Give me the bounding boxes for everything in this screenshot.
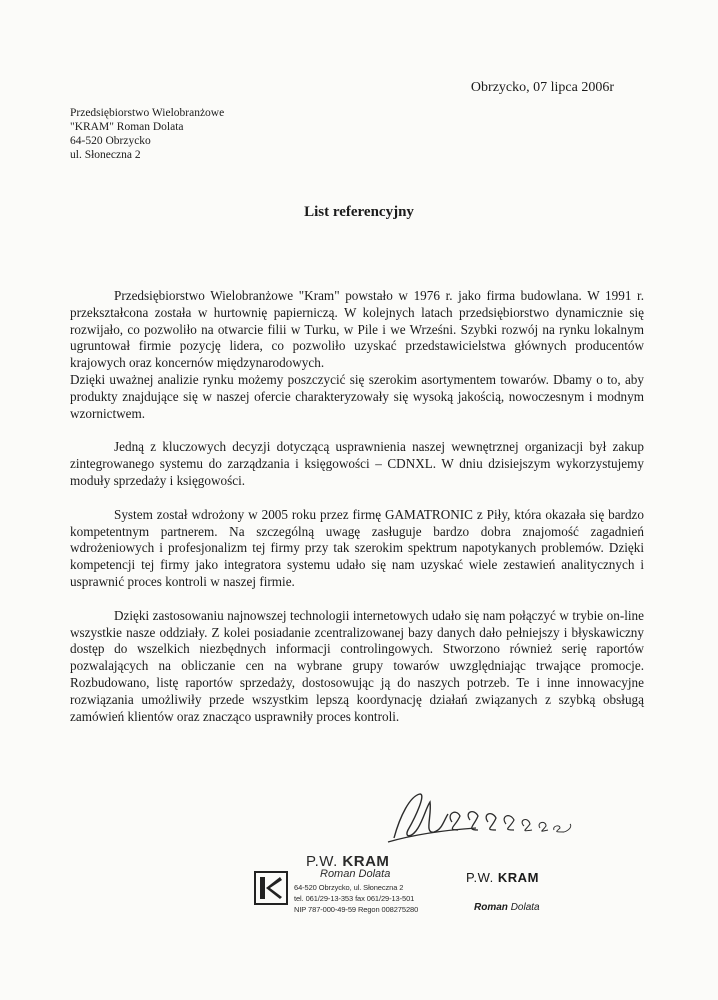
stamp-name: KRAM [342, 853, 390, 870]
company-stamp [254, 853, 424, 923]
sender-address [70, 106, 224, 162]
signature-name: KRAM [497, 870, 539, 885]
stamp-ids: NIP 787-000-49-59 Regon 008275280 [294, 905, 419, 914]
date-place: Obrzycko, 07 lipca 2006r [470, 80, 614, 95]
signature-stamp [466, 870, 540, 913]
company-logo-icon [254, 871, 288, 905]
paragraph: Przedsiębiorstwo Wielobranżowe "Kram" powstało w 1976 r. jako firma budowlana. W 1991 r. przekształcona została w hurtownię papierniczą. W kolejnych latach przedsiębiorstwo dynamicznie się rozwijało, co pozwoliło na otwarcie filii w Turku, w Pile i we Wrześni. Szybki rozwój na rynku lokalnym ugruntował firmie pozycję lidera, co pozwoliło uzyskać przedstawicielstwa głównych producentów krajowych oraz koncernów międzynarodowych. [70, 288, 644, 371]
sender-line: 64-520 Obrzycko [70, 135, 151, 147]
stamp-phone: tel. 061/29-13-353 fax 061/29-13-501 [294, 894, 415, 903]
paragraph: Jedną z kluczowych decyzji dotyczącą usprawnienia naszej wewnętrznej organizacji był zakup zintegrowanego systemu do zarządzania i księgowości – CDNXL. W dniu dzisiejszym wykorzystujemy moduły sprzedaży i księgowości. [70, 439, 644, 488]
sender-line: ul. Słoneczna 2 [70, 149, 141, 161]
stamp-prefix: P.W. [306, 853, 338, 870]
signature-prefix: P.W. [466, 870, 494, 885]
signature-owner-last: Dolata [510, 902, 540, 913]
stamp-owner: Roman Dolata [320, 868, 391, 880]
stamp-address: 64-520 Obrzycko, ul. Słoneczna 2 [294, 883, 404, 892]
sender-line: "KRAM" Roman Dolata [70, 121, 184, 133]
letter-title: List referencyjny [304, 204, 414, 220]
paragraph: System został wdrożony w 2005 roku przez firmę GAMATRONIC z Piły, która okazała się bardzo kompetentnym partnerem. Na szczególną uwagę zasługuje bardzo dobra znajomość zagadnień wdrożeniowych i profesjonalizm tej firmy przy tak szerokim spektrum napotykanych problemów. Dzięki kompetencji tej firmy jako integratora systemu udało się nam uzyskać wiele zestawień analitycznych i usprawnić proces kontroli w naszej firmie. [70, 506, 644, 589]
sender-line: Przedsiębiorstwo Wielobranżowe [70, 107, 225, 119]
signature-owner [474, 902, 540, 913]
signature-company-name [466, 870, 539, 885]
handwritten-signature [386, 786, 586, 852]
paragraph: Dzięki zastosowaniu najnowszej technologii internetowych udało się nam połączyć w trybie on-line wszystkie nasze oddziały. Z kolei posiadanie zcentralizowanej bazy danych dało pełniejszy i błyskawiczny dostęp do wszelkich niezbędnych informacji controlingowych. Stworzono również serię raportów pozwalających na obliczanie cen na wybrane grupy towarów uwzględniając trwające promocje. Rozbudowano, listę raportów sprzedaży, dostosowując ją do naszych potrzeb. Te i inne innowacyjne rozwiązania umożliwiły przede wszystkim lepszą koordynację działań związanych z szybką obsługą zamówień klientów oraz znacząco usprawniły proces kontroli. [70, 607, 644, 724]
signature-owner-first: Roman [474, 902, 508, 913]
paragraph: Dzięki uważnej analizie rynku możemy poszczycić się szerokim asortymentem towarów. Dbamy o to, aby produkty znajdujące się w naszej ofercie charakteryzowały się wysoką jakością, nowoczesnym i modnym wzornictwem. [70, 371, 644, 421]
letter-body [70, 288, 644, 725]
